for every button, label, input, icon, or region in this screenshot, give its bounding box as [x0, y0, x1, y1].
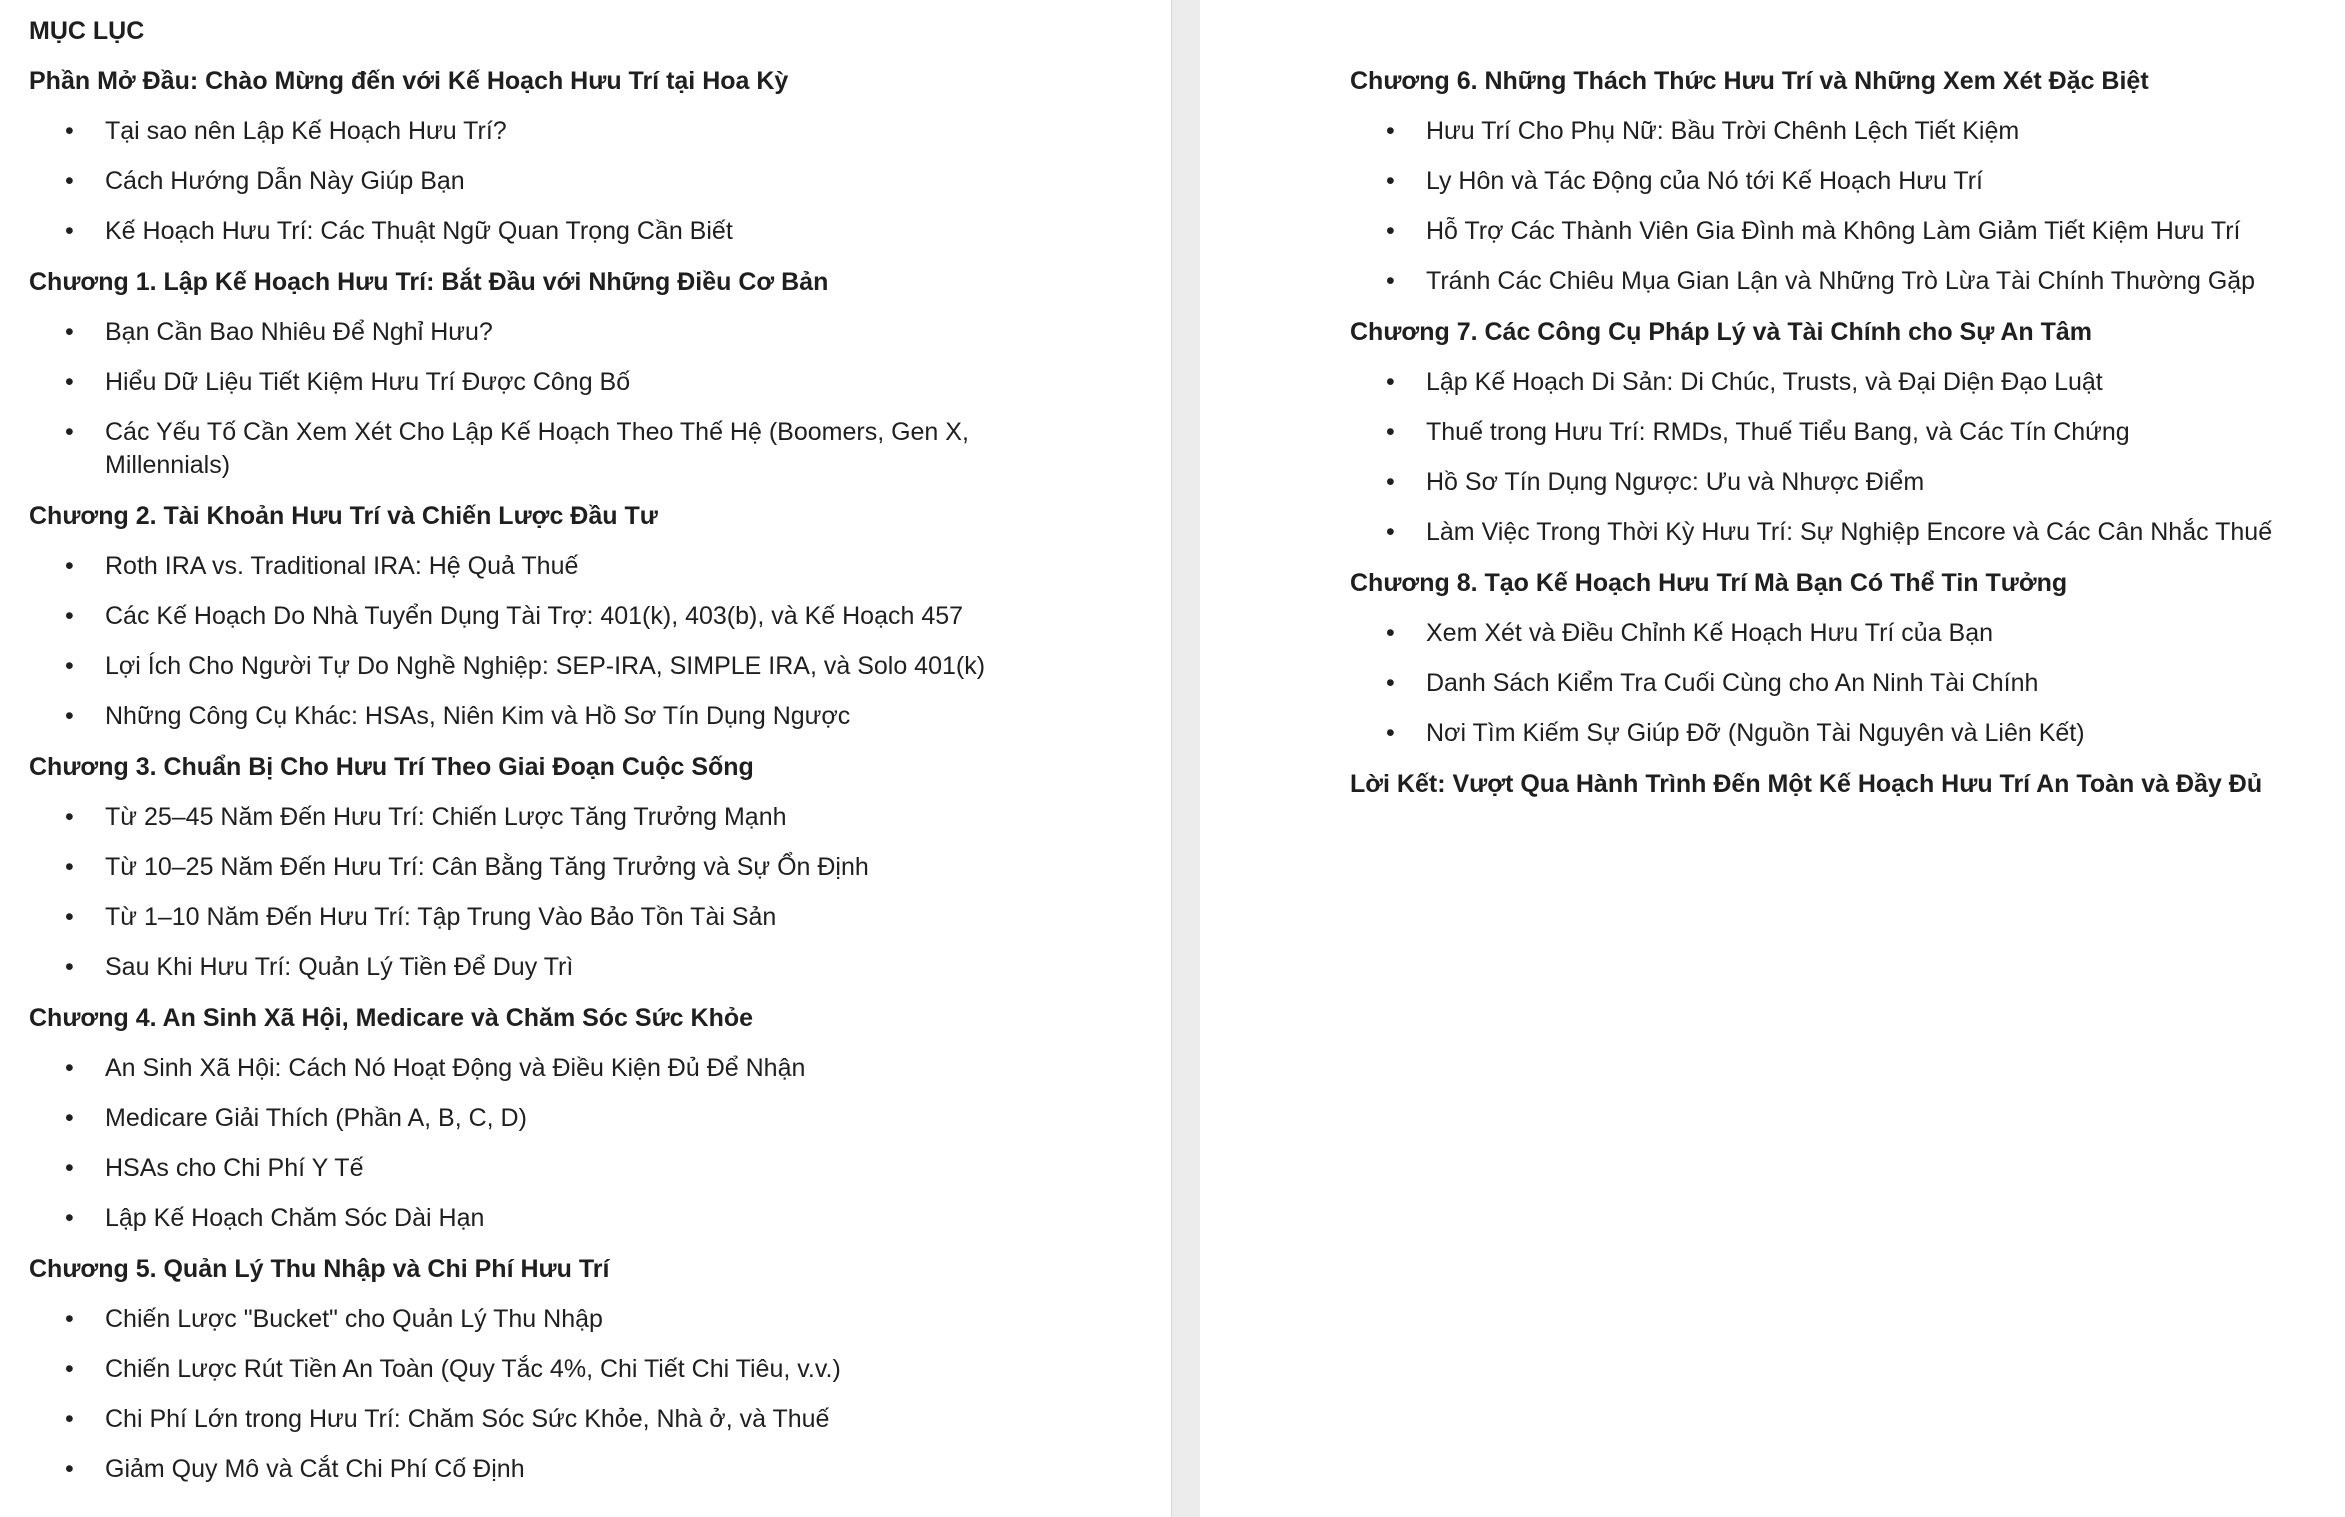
- section-heading[interactable]: Phần Mở Đầu: Chào Mừng đến với Kế Hoạch Hưu Trí tại Hoa Kỳ: [29, 67, 789, 95]
- section-heading[interactable]: Chương 1. Lập Kế Hoạch Hưu Trí: Bắt Đầu với Những Điều Cơ Bản: [29, 268, 829, 296]
- toc-section: [29, 750, 1151, 984]
- toc-item[interactable]: • Bạn Cần Bao Nhiêu Để Nghỉ Hưu?: [29, 316, 1151, 349]
- toc-item[interactable]: • Tránh Các Chiêu Mụa Gian Lận và Những Trò Lừa Tài Chính Thường Gặp: [1350, 265, 2325, 298]
- toc-title: MỤC LỤC: [29, 17, 145, 45]
- toc-section: [29, 499, 1151, 733]
- toc-item[interactable]: • Những Công Cụ Khác: HSAs, Niên Kim và Hồ Sơ Tín Dụng Ngược: [29, 700, 1151, 733]
- toc-item[interactable]: • Làm Việc Trong Thời Kỳ Hưu Trí: Sự Nghiệp Encore và Các Cân Nhắc Thuế: [1350, 516, 2325, 549]
- toc-item[interactable]: • Hưu Trí Cho Phụ Nữ: Bầu Trời Chênh Lệch Tiết Kiệm: [1350, 115, 2325, 148]
- section-heading[interactable]: Chương 6. Những Thách Thức Hưu Trí và Những Xem Xét Đặc Biệt: [1350, 67, 2149, 95]
- toc-section: [29, 1252, 1151, 1486]
- section-item-list: [1350, 115, 2325, 298]
- section-heading[interactable]: Chương 3. Chuẩn Bị Cho Hưu Trí Theo Giai Đoạn Cuộc Sống: [29, 753, 754, 781]
- toc-item[interactable]: • Ly Hôn và Tác Động của Nó tới Kế Hoạch Hưu Trí: [1350, 165, 2325, 198]
- toc-item[interactable]: • Chiến Lược "Bucket" cho Quản Lý Thu Nhập: [29, 1303, 1151, 1336]
- section-heading[interactable]: Chương 4. An Sinh Xã Hội, Medicare và Chăm Sóc Sức Khỏe: [29, 1004, 754, 1032]
- page-gutter: [1172, 0, 1200, 1517]
- toc-section: [1350, 315, 2325, 549]
- toc-item[interactable]: • Tại sao nên Lập Kế Hoạch Hưu Trí?: [29, 115, 1151, 148]
- toc-item[interactable]: • Lập Kế Hoạch Di Sản: Di Chúc, Trusts, và Đại Diện Đạo Luật: [1350, 366, 2325, 399]
- toc-item[interactable]: • Medicare Giải Thích (Phần A, B, C, D): [29, 1102, 1151, 1135]
- section-item-list: [29, 801, 1151, 984]
- toc-item[interactable]: • Xem Xét và Điều Chỉnh Kế Hoạch Hưu Trí của Bạn: [1350, 617, 2325, 650]
- toc-item[interactable]: • Lập Kế Hoạch Chăm Sóc Dài Hạn: [29, 1202, 1151, 1235]
- toc-item[interactable]: • Danh Sách Kiểm Tra Cuối Cùng cho An Ninh Tài Chính: [1350, 667, 2325, 700]
- toc-item[interactable]: • Các Kế Hoạch Do Nhà Tuyển Dụng Tài Trợ: 401(k), 403(b), và Kế Hoạch 457: [29, 600, 1151, 633]
- toc-item[interactable]: • Nơi Tìm Kiếm Sự Giúp Đỡ (Nguồn Tài Nguyên và Liên Kết): [1350, 717, 2325, 750]
- toc-item[interactable]: • Chi Phí Lớn trong Hưu Trí: Chăm Sóc Sức Khỏe, Nhà ở, và Thuế: [29, 1403, 1151, 1436]
- toc-item[interactable]: • Roth IRA vs. Traditional IRA: Hệ Quả Thuế: [29, 550, 1151, 583]
- toc-item[interactable]: • An Sinh Xã Hội: Cách Nó Hoạt Động và Điều Kiện Đủ Để Nhận: [29, 1052, 1151, 1085]
- closing-heading[interactable]: Lời Kết: Vượt Qua Hành Trình Đến Một Kế Hoạch Hưu Trí An Toàn và Đầy Đủ: [1350, 770, 2263, 798]
- section-item-list: [29, 1052, 1151, 1235]
- document-page-left: [0, 0, 1172, 1517]
- toc-item[interactable]: • Kế Hoạch Hưu Trí: Các Thuật Ngữ Quan Trọng Cần Biết: [29, 215, 1151, 248]
- section-heading[interactable]: Chương 2. Tài Khoản Hưu Trí và Chiến Lược Đầu Tư: [29, 502, 658, 530]
- toc-item[interactable]: • Hồ Sơ Tín Dụng Ngược: Ưu và Nhược Điểm: [1350, 466, 2325, 499]
- toc-item[interactable]: • Cách Hướng Dẫn Này Giúp Bạn: [29, 165, 1151, 198]
- section-item-list: [1350, 617, 2325, 750]
- toc-item[interactable]: • Giảm Quy Mô và Cắt Chi Phí Cố Định: [29, 1453, 1151, 1486]
- toc-section: [29, 1001, 1151, 1235]
- toc-item[interactable]: • Từ 1–10 Năm Đến Hưu Trí: Tập Trung Vào Bảo Tồn Tài Sản: [29, 901, 1151, 934]
- toc-item[interactable]: • Từ 25–45 Năm Đến Hưu Trí: Chiến Lược Tăng Trưởng Mạnh: [29, 801, 1151, 834]
- section-heading[interactable]: Chương 8. Tạo Kế Hoạch Hưu Trí Mà Bạn Có Thể Tin Tưởng: [1350, 569, 2068, 597]
- toc-item[interactable]: • Hiểu Dữ Liệu Tiết Kiệm Hưu Trí Được Công Bố: [29, 366, 1151, 399]
- section-item-list: [1350, 366, 2325, 549]
- toc-section: [1350, 566, 2325, 750]
- toc-section: [29, 64, 1151, 248]
- toc-item[interactable]: • HSAs cho Chi Phí Y Tế: [29, 1152, 1151, 1185]
- toc-item[interactable]: • Các Yếu Tố Cần Xem Xét Cho Lập Kế Hoạch Theo Thế Hệ (Boomers, Gen X, Millennials): [29, 416, 1085, 482]
- toc-item[interactable]: • Chiến Lược Rút Tiền An Toàn (Quy Tắc 4%, Chi Tiết Chi Tiêu, v.v.): [29, 1353, 1151, 1386]
- toc-section: [29, 265, 1151, 482]
- section-item-list: [29, 316, 1151, 482]
- toc-section: [1350, 64, 2325, 298]
- section-heading[interactable]: Chương 5. Quản Lý Thu Nhập và Chi Phí Hưu Trí: [29, 1255, 610, 1283]
- section-item-list: [29, 550, 1151, 733]
- section-item-list: [29, 1303, 1151, 1486]
- toc-item[interactable]: • Thuế trong Hưu Trí: RMDs, Thuế Tiểu Bang, và Các Tín Chứng: [1350, 416, 2325, 449]
- section-item-list: [29, 115, 1151, 248]
- toc-item[interactable]: • Lợi Ích Cho Người Tự Do Nghề Nghiệp: SEP-IRA, SIMPLE IRA, và Solo 401(k): [29, 650, 1151, 683]
- toc-item[interactable]: • Hỗ Trợ Các Thành Viên Gia Đình mà Không Làm Giảm Tiết Kiệm Hưu Trí: [1350, 215, 2325, 248]
- toc-item[interactable]: • Sau Khi Hưu Trí: Quản Lý Tiền Để Duy Trì: [29, 951, 1151, 984]
- toc-closing-section: [1350, 767, 2325, 801]
- section-heading[interactable]: Chương 7. Các Công Cụ Pháp Lý và Tài Chính cho Sự An Tâm: [1350, 318, 2093, 346]
- toc-item[interactable]: • Từ 10–25 Năm Đến Hưu Trí: Cân Bằng Tăng Trưởng và Sự Ổn Định: [29, 851, 1151, 884]
- document-page-right: [1200, 0, 2345, 1517]
